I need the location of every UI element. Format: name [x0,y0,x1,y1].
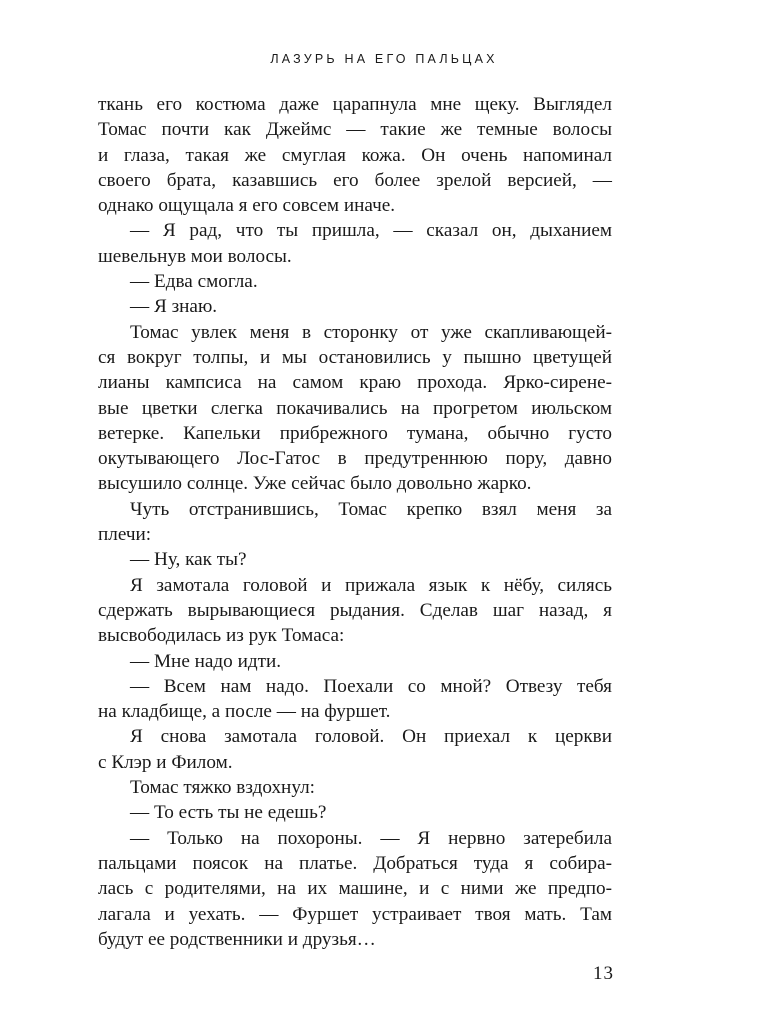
text-line: пальцами поясок на платье. Добраться туда я собира- [98,852,612,874]
text-line: сдержать вырывающиеся рыдания. Сделав шаг назад, я [98,599,612,621]
text-line: — Ну, как ты? [130,549,247,571]
text-line: Томас тяжко вздохнул: [130,777,315,799]
text-line: вые цветки слегка покачивались на прогретом июльском [98,397,612,419]
text-line: лась с родителями, на их машине, и с ними же предпо- [98,878,612,900]
text-line: ветерке. Капельки прибрежного тумана, обычно густо [98,422,612,444]
text-line: — То есть ты не едешь? [130,802,327,824]
text-line: окутывающего Лос-Гатос в предутреннюю пору, давно [98,448,612,470]
text-line: и глаза, такая же смуглая кожа. Он очень напоминал [98,144,612,166]
text-line: плечи: [98,524,152,546]
page-number: 13 [593,963,614,984]
text-line: лагала и уехать. — Фуршет устраивает твоя мать. Там [98,903,612,925]
text-line: своего брата, казавшись его более зрелой версией, — [98,169,612,191]
text-line: лианы кампсиса на самом краю прохода. Ярко-сирене- [98,372,612,394]
text-line: — Я рад, что ты пришла, — сказал он, дыханием [130,220,612,242]
text-line: Я снова замотала головой. Он приехал к церкви [130,726,612,748]
text-line: — Только на похороны. — Я нервно затеребила [130,827,612,849]
text-line: будут ее родственники и друзья… [98,928,376,950]
text-line: Чуть отстранившись, Томас крепко взял меня за [130,498,612,520]
text-line: шевельнув мои волосы. [98,245,292,267]
text-line: Томас увлек меня в сторонку от уже скапливающей- [130,321,612,343]
text-line: — Мне надо идти. [130,650,282,672]
text-line: однако ощущала я его совсем иначе. [98,195,396,217]
running-head: ЛАЗУРЬ НА ЕГО ПАЛЬЦАХ [270,52,498,66]
body-text [98,92,612,952]
text-line: ся вокруг толпы, и мы остановились у пышно цветущей [98,346,612,368]
text-line: высушило солнце. Уже сейчас было довольно жарко. [98,473,532,495]
text-line: — Я знаю. [130,296,218,318]
text-line: Я замотала головой и прижала язык к нёбу, силясь [130,574,612,596]
text-line: на кладбище, а после — на фуршет. [98,701,391,723]
text-line: высвободилась из рук Томаса: [98,625,345,647]
text-line: — Едва смогла. [130,271,258,293]
text-line: Томас почти как Джеймс — такие же темные волосы [98,119,612,141]
text-line: с Клэр и Филом. [98,751,233,773]
text-line: — Всем нам надо. Поехали со мной? Отвезу тебя [130,675,612,697]
text-line: ткань его костюма даже царапнула мне щеку. Выглядел [98,94,612,115]
